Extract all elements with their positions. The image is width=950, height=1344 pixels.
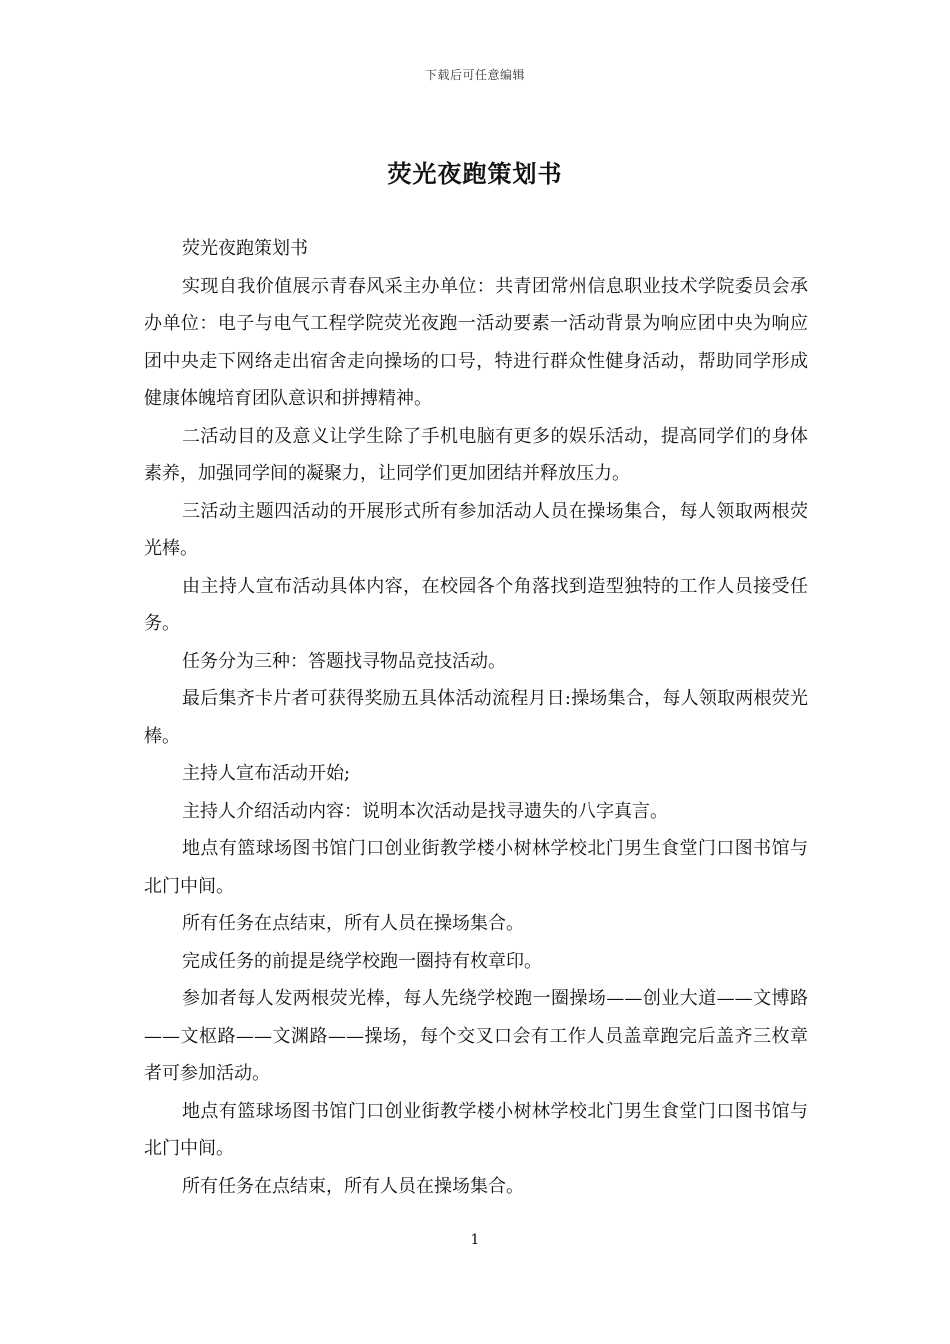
paragraph: 地点有篮球场图书馆门口创业街教学楼小树林学校北门男生食堂门口图书馆与北门中间。 <box>144 838 808 897</box>
document-body <box>144 230 808 1205</box>
paragraph: 主持人宣布活动开始; <box>182 763 351 784</box>
paragraph: 实现自我价值展示青春风采主办单位：共青团常州信息职业技术学院委员会承办单位：电子与电气工程学院荧光夜跑一活动要素一活动背景为响应团中央为响应团中央走下网络走出宿舍走向操场的口号，特进行群众性健身活动，帮助同学形成健康体魄培育团队意识和拼搏精神。 <box>144 275 808 409</box>
paragraph: 所有任务在点结束，所有人员在操场集合。 <box>182 913 524 934</box>
paragraph: 任务分为三种：答题找寻物品竞技活动。 <box>182 650 506 672</box>
paragraph: 由主持人宣布活动具体内容，在校园各个角落找到造型独特的工作人员接受任务。 <box>144 575 808 634</box>
paragraph: 二活动目的及意义让学生除了手机电脑有更多的娱乐活动，提高同学们的身体素养，加强同学间的凝聚力，让同学们更加团结并释放压力。 <box>144 425 808 484</box>
paragraph: 三活动主题四活动的开展形式所有参加活动人员在操场集合，每人领取两根荧光棒。 <box>144 500 808 559</box>
paragraph: 地点有篮球场图书馆门口创业街教学楼小树林学校北门男生食堂门口图书馆与北门中间。 <box>144 1100 808 1159</box>
page-header: 下载后可任意编辑 <box>424 68 525 82</box>
paragraph: 参加者每人发两根荧光棒，每人先绕学校跑一圈操场——创业大道——文博路——文枢路——文渊路——操场，每个交叉口会有工作人员盖章跑完后盖齐三枚章者可参加活动。 <box>144 988 808 1084</box>
paragraph: 所有任务在点结束，所有人员在操场集合。 <box>182 1175 524 1197</box>
document-title: 荧光夜跑策划书 <box>387 159 563 188</box>
page-number: 1 <box>470 1232 480 1248</box>
paragraph: 最后集齐卡片者可获得奖励五具体活动流程月日:操场集合，每人领取两根荧光棒。 <box>144 688 808 747</box>
paragraph: 完成任务的前提是绕学校跑一圈持有枚章印。 <box>182 950 542 972</box>
paragraph: 主持人介绍活动内容：说明本次活动是找寻遗失的八字真言。 <box>182 800 668 822</box>
paragraph: 荧光夜跑策划书 <box>182 238 308 259</box>
